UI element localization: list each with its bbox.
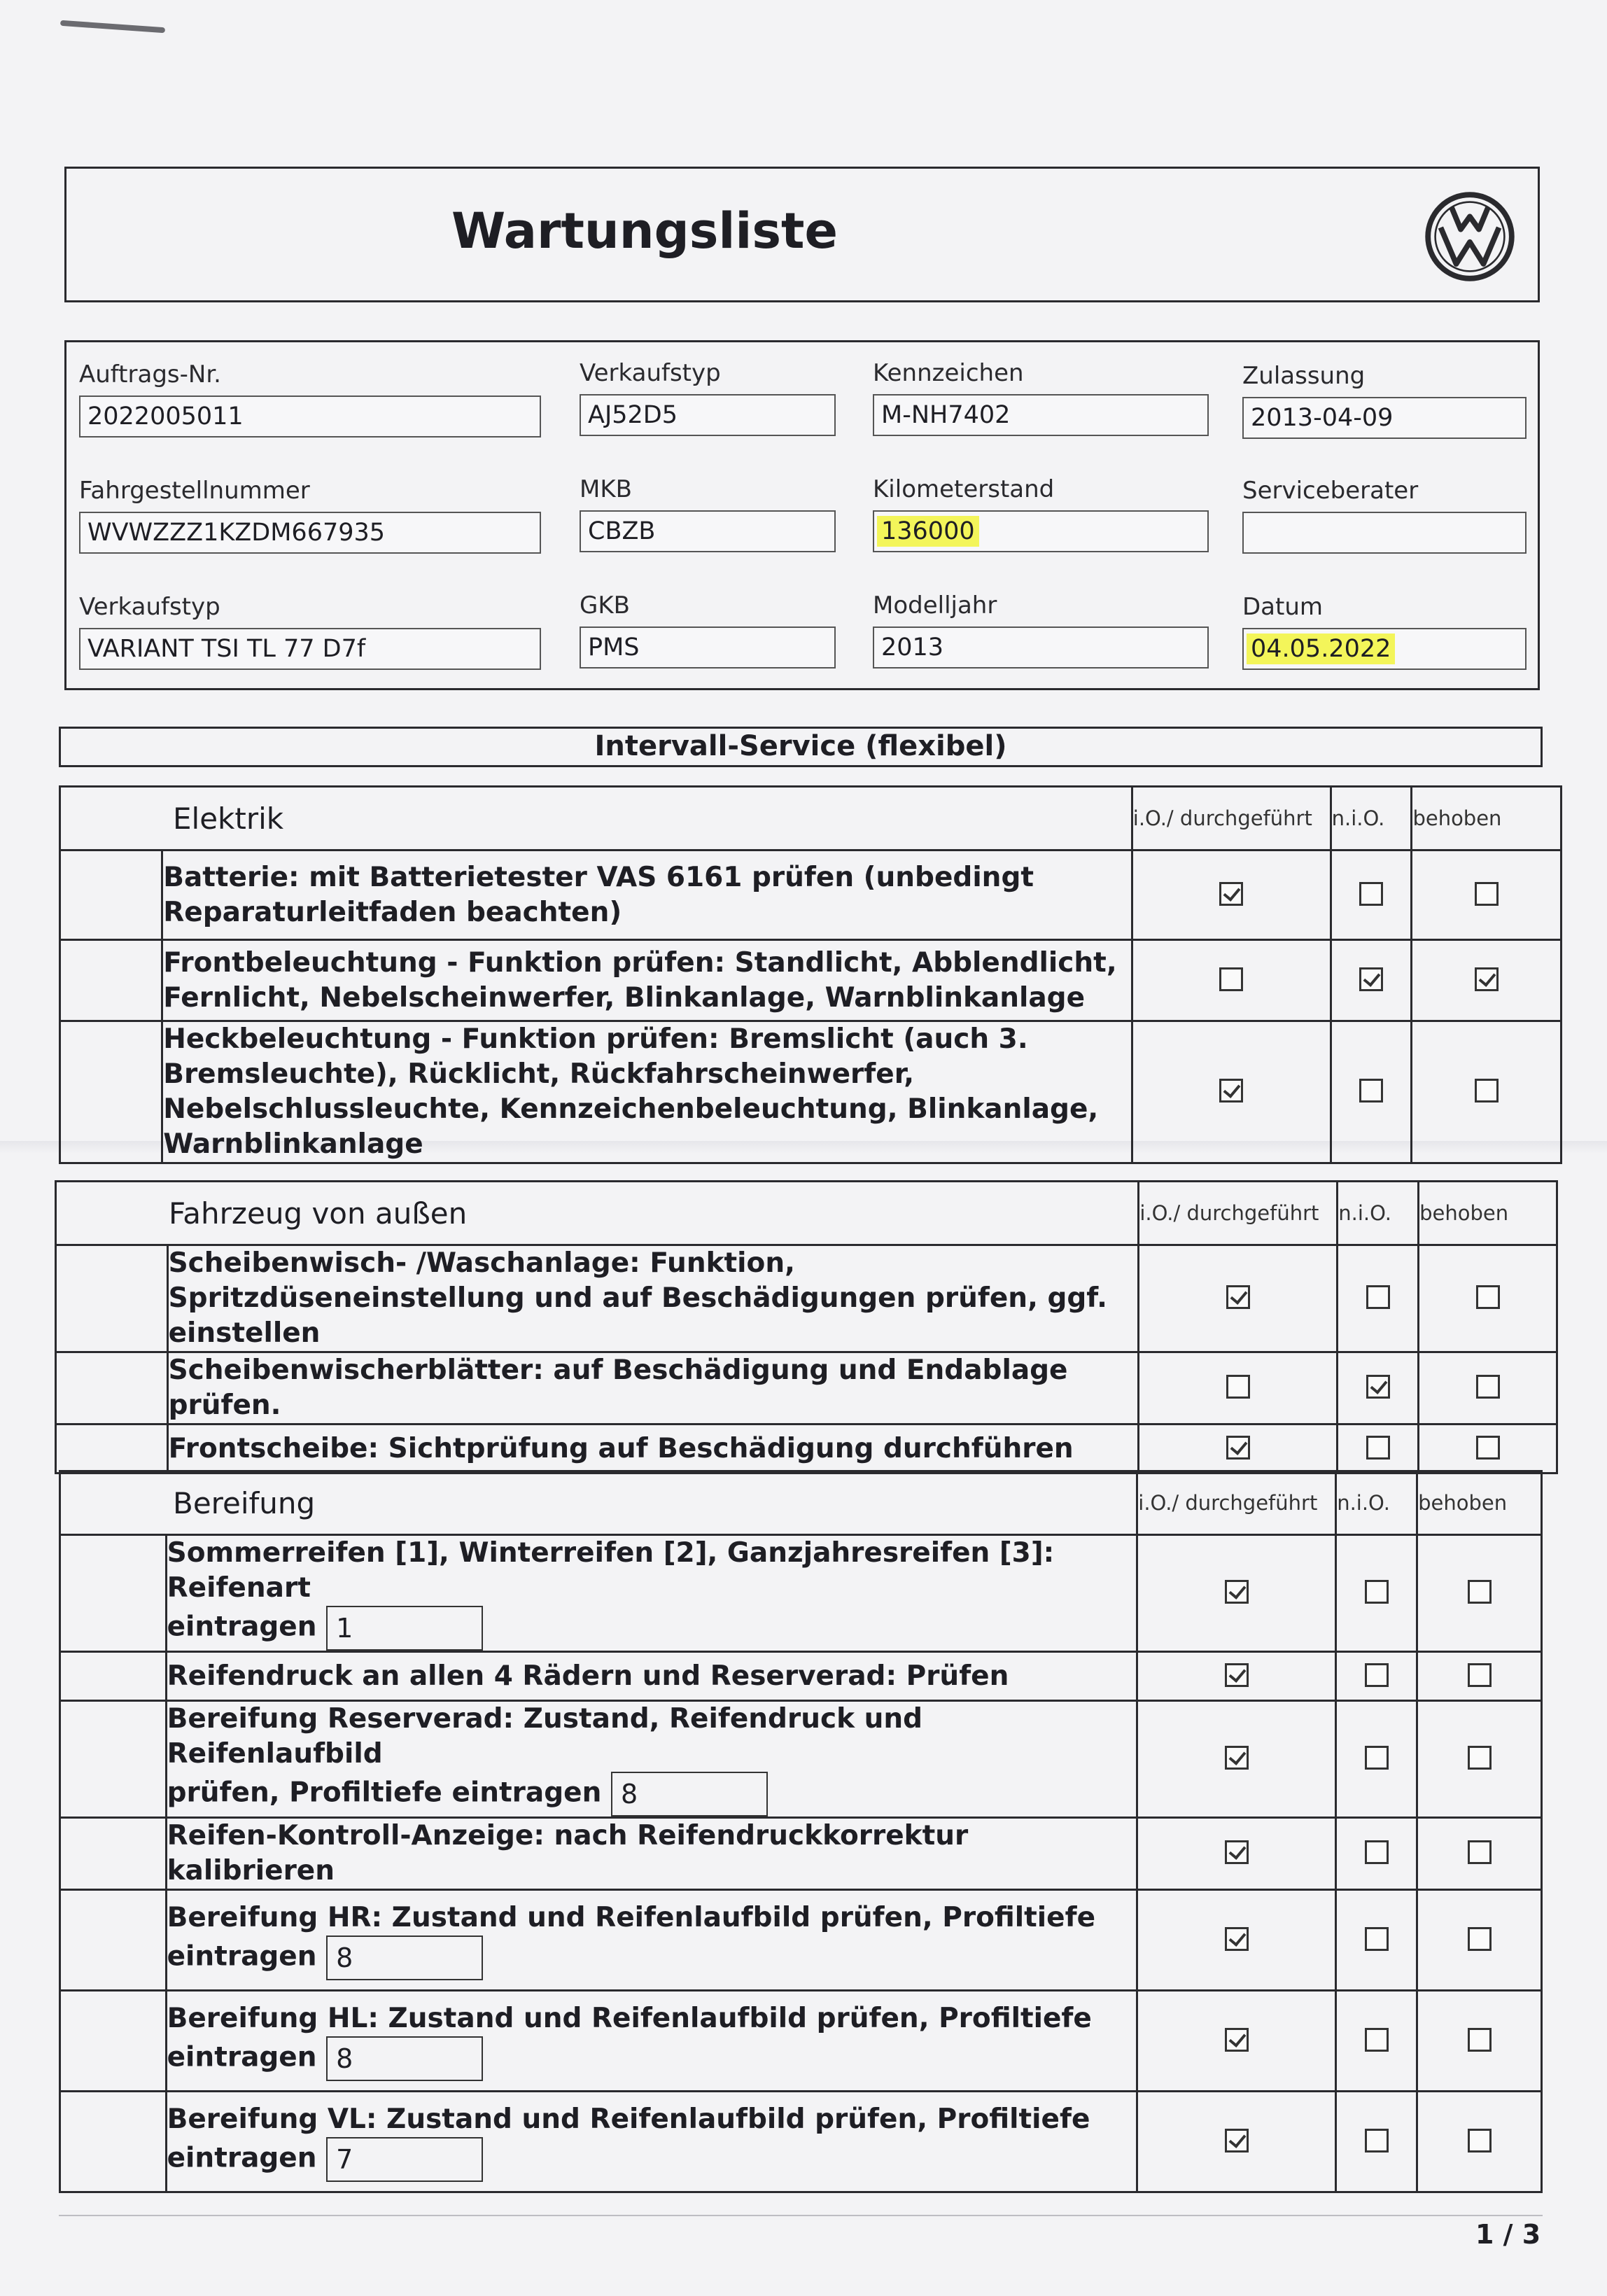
checklist-row xyxy=(56,1245,1557,1352)
checklist-row xyxy=(60,1652,1542,1701)
checkbox-nio[interactable] xyxy=(1365,1927,1389,1951)
field-datum: Datum 04.05.2022 xyxy=(1242,593,1527,670)
task-cell xyxy=(162,1021,1132,1163)
checkbox-io[interactable] xyxy=(1225,1840,1249,1864)
task-text: Reifen-Kontroll-Anzeige: nach Reifendruckkorrektur kalibrieren xyxy=(167,1820,969,1886)
checkbox-behoben[interactable] xyxy=(1468,1840,1492,1864)
checklist-row xyxy=(56,1424,1557,1474)
field-zulassung: Zulassung 2013-04-09 xyxy=(1242,362,1527,439)
checkbox-nio[interactable] xyxy=(1365,1840,1389,1864)
checkbox-nio[interactable] xyxy=(1359,882,1383,906)
checkbox-io[interactable] xyxy=(1225,1927,1249,1951)
col-header-behoben: behoben xyxy=(1412,787,1562,850)
kennzeichen-value: M-NH7402 xyxy=(873,394,1209,436)
section-title: Fahrzeug von außen xyxy=(169,1196,468,1231)
checkbox-behoben[interactable] xyxy=(1476,1285,1500,1309)
task-cell xyxy=(166,1652,1137,1701)
checkbox-io[interactable] xyxy=(1219,1079,1243,1102)
task-cell xyxy=(167,1352,1139,1424)
task-cell xyxy=(167,1424,1139,1474)
field-fahrgestellnummer: Fahrgestellnummer WVWZZZ1KZDM667935 xyxy=(79,477,541,554)
checkbox-io[interactable] xyxy=(1219,967,1243,991)
task-cell xyxy=(166,1535,1137,1652)
col-header-io: i.O./ durchgeführt xyxy=(1137,1471,1336,1535)
checkbox-behoben[interactable] xyxy=(1468,2129,1492,2152)
task-cell xyxy=(166,1991,1137,2092)
field-kilometerstand: Kilometerstand 136000 xyxy=(873,475,1209,552)
task-cell xyxy=(166,1701,1137,1818)
checkbox-behoben[interactable] xyxy=(1468,1580,1492,1604)
task-cell xyxy=(162,850,1132,940)
checkbox-behoben[interactable] xyxy=(1476,1375,1500,1399)
entry-field[interactable]: 1 xyxy=(326,1606,483,1651)
entry-label: eintragen xyxy=(167,1611,317,1643)
footer-divider xyxy=(59,2215,1543,2216)
task-text: Bereifung HR: Zustand und Reifenlaufbild prüfen, Profiltiefe xyxy=(167,1901,1096,1933)
checklist-row xyxy=(60,1701,1542,1818)
section-fahrzeug-aussen xyxy=(55,1180,1558,1474)
page-title: Wartungsliste xyxy=(451,202,838,260)
field-gkb: GKB PMS xyxy=(580,592,836,668)
checkbox-io[interactable] xyxy=(1225,1580,1249,1604)
vw-logo-icon xyxy=(1424,191,1515,282)
checklist-row xyxy=(60,1818,1542,1890)
field-auftrags-nr: Auftrags-Nr. 2022005011 xyxy=(79,360,541,438)
checkbox-nio[interactable] xyxy=(1365,2028,1389,2052)
checkbox-nio[interactable] xyxy=(1366,1375,1390,1399)
task-text: Sommerreifen [1], Winterreifen [2], Ganzjahresreifen [3]: Reifenart xyxy=(167,1537,1055,1604)
checkbox-io[interactable] xyxy=(1219,882,1243,906)
entry-label: eintragen xyxy=(167,2041,317,2073)
task-text: Frontscheibe: Sichtprüfung auf Beschädigung durchführen xyxy=(168,1432,1074,1464)
staple-mark xyxy=(60,20,165,33)
col-header-behoben: behoben xyxy=(1419,1182,1557,1245)
zulassung-value: 2013-04-09 xyxy=(1242,397,1527,439)
field-serviceberater: Serviceberater xyxy=(1242,477,1527,554)
section-bereifung xyxy=(59,1470,1543,2193)
checkbox-io[interactable] xyxy=(1226,1285,1250,1309)
col-header-nio: n.i.O. xyxy=(1331,787,1412,850)
task-text: Bereifung HL: Zustand und Reifenlaufbild prüfen, Profiltiefe xyxy=(167,2002,1092,2034)
task-text: Bereifung VL: Zustand und Reifenlaufbild prüfen, Profiltiefe xyxy=(167,2103,1090,2135)
field-verkaufstyp-code: Verkaufstyp AJ52D5 xyxy=(580,359,836,436)
task-text: Frontbeleuchtung - Funktion prüfen: Standlicht, Abblendlicht, Fernlicht, Nebelscheinwerfer, Blinkanlage, Warnblinkanlage xyxy=(163,946,1117,1014)
field-mkb: MKB CBZB xyxy=(580,475,836,552)
checkbox-io[interactable] xyxy=(1225,1746,1249,1770)
task-text: Batterie: mit Batterietester VAS 6161 prüfen (unbedingt Reparaturleitfaden beachten) xyxy=(163,861,1034,928)
checkbox-io[interactable] xyxy=(1226,1436,1250,1460)
task-cell xyxy=(166,2092,1137,2192)
mkb-value: CBZB xyxy=(580,510,836,552)
entry-field[interactable]: 8 xyxy=(611,1772,768,1816)
checkbox-behoben[interactable] xyxy=(1476,1436,1500,1460)
checkbox-io[interactable] xyxy=(1225,2028,1249,2052)
task-text: Bereifung Reserverad: Zustand, Reifendruck und Reifenlaufbild xyxy=(167,1703,923,1770)
task-cell xyxy=(167,1245,1139,1352)
checklist-row xyxy=(60,850,1562,940)
checkbox-io[interactable] xyxy=(1225,2129,1249,2152)
col-header-nio: n.i.O. xyxy=(1336,1471,1417,1535)
task-text: Scheibenwischerblätter: auf Beschädigung und Endablage prüfen. xyxy=(168,1354,1068,1421)
task-text: Heckbeleuchtung - Funktion prüfen: Bremslicht (auch 3. Bremsleuchte), Rücklicht, Rückfahrscheinwerfer, Nebelschlussleuchte, Kennzeichenbeleuchtung, Blinkanlage, Warnblinkanlage xyxy=(163,1023,1099,1160)
entry-label: prüfen, Profiltiefe eintragen xyxy=(167,1777,602,1809)
kilometerstand-value: 136000 xyxy=(873,510,1209,552)
entry-field[interactable]: 8 xyxy=(326,2036,483,2081)
checklist-row xyxy=(60,2092,1542,2192)
task-cell xyxy=(166,1818,1137,1890)
entry-label: eintragen xyxy=(167,2142,317,2174)
datum-value: 04.05.2022 xyxy=(1242,628,1527,670)
field-verkaufstyp-name: Verkaufstyp VARIANT TSI TL 77 D7f xyxy=(79,593,541,670)
checklist-row xyxy=(60,1021,1562,1163)
verkaufstyp-name-value: VARIANT TSI TL 77 D7f xyxy=(79,628,541,670)
checkbox-behoben[interactable] xyxy=(1475,967,1499,991)
entry-field[interactable]: 8 xyxy=(326,1935,483,1980)
section-title: Bereifung xyxy=(173,1485,316,1520)
checkbox-nio[interactable] xyxy=(1365,1580,1389,1604)
checklist-row xyxy=(60,1890,1542,1991)
section-title: Elektrik xyxy=(173,801,284,836)
col-header-behoben: behoben xyxy=(1417,1471,1542,1535)
task-cell xyxy=(166,1890,1137,1991)
checkbox-behoben[interactable] xyxy=(1468,2028,1492,2052)
page-number: 1 / 3 xyxy=(1475,2219,1541,2250)
checklist-row xyxy=(60,1535,1542,1652)
entry-field[interactable]: 7 xyxy=(326,2137,483,2182)
serviceberater-value xyxy=(1242,512,1527,554)
section-elektrik xyxy=(59,785,1562,1164)
checklist-row xyxy=(56,1352,1557,1424)
entry-label: eintragen xyxy=(167,1940,317,1972)
checkbox-nio[interactable] xyxy=(1359,967,1383,991)
checkbox-behoben[interactable] xyxy=(1475,882,1499,906)
checkbox-io[interactable] xyxy=(1226,1375,1250,1399)
checkbox-io[interactable] xyxy=(1225,1663,1249,1687)
task-cell xyxy=(162,940,1132,1021)
gkb-value: PMS xyxy=(580,626,836,668)
checkbox-behoben[interactable] xyxy=(1468,1663,1492,1687)
checkbox-nio[interactable] xyxy=(1365,1746,1389,1770)
checkbox-nio[interactable] xyxy=(1359,1079,1383,1102)
checkbox-behoben[interactable] xyxy=(1475,1079,1499,1102)
modelljahr-value: 2013 xyxy=(873,626,1209,668)
checklist-row xyxy=(60,940,1562,1021)
fahrgestellnummer-value: WVWZZZ1KZDM667935 xyxy=(79,512,541,554)
col-header-nio: n.i.O. xyxy=(1338,1182,1419,1245)
checkbox-nio[interactable] xyxy=(1365,2129,1389,2152)
task-text: Reifendruck an allen 4 Rädern und Reserverad: Prüfen xyxy=(167,1660,1009,1692)
field-kennzeichen: Kennzeichen M-NH7402 xyxy=(873,359,1209,436)
field-modelljahr: Modelljahr 2013 xyxy=(873,592,1209,668)
title-box xyxy=(64,167,1540,302)
checkbox-behoben[interactable] xyxy=(1468,1746,1492,1770)
checklist-row xyxy=(60,1991,1542,2092)
col-header-io: i.O./ durchgeführt xyxy=(1132,787,1331,850)
auftrags-nr-value: 2022005011 xyxy=(79,396,541,438)
checkbox-behoben[interactable] xyxy=(1468,1927,1492,1951)
interval-service-title: Intervall-Service (flexibel) xyxy=(59,727,1543,767)
col-header-io: i.O./ durchgeführt xyxy=(1139,1182,1338,1245)
checkbox-nio[interactable] xyxy=(1366,1436,1390,1460)
checkbox-nio[interactable] xyxy=(1365,1663,1389,1687)
task-text: Scheibenwisch- /Waschanlage: Funktion, Spritzdüseneinstellung und auf Beschädigungen prüfen, ggf. einstellen xyxy=(168,1247,1107,1349)
vehicle-info-box xyxy=(64,340,1540,690)
verkaufstyp-code-value: AJ52D5 xyxy=(580,394,836,436)
checkbox-nio[interactable] xyxy=(1366,1285,1390,1309)
